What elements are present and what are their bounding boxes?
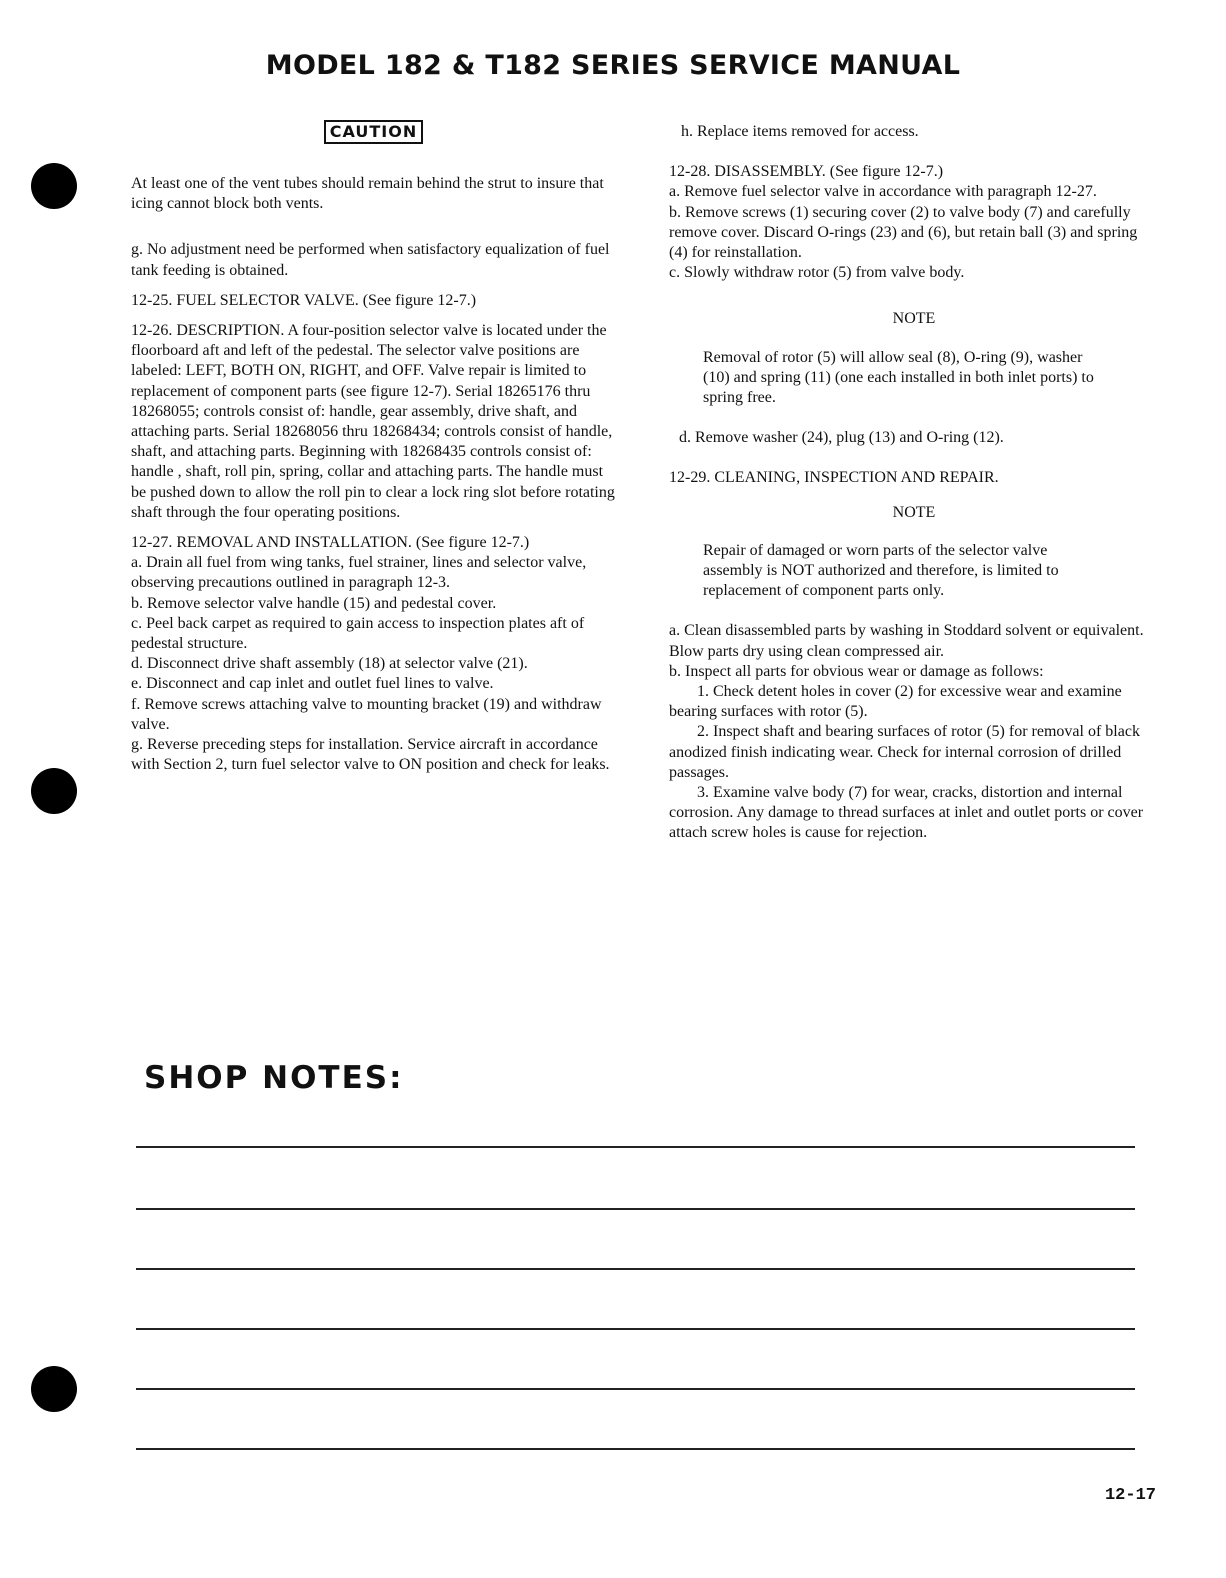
caution-text: At least one of the vent tubes should remain behind the strut to insure that icing cannot block both vents.: [131, 175, 604, 213]
page-header: MODEL 182 & T182 SERIES SERVICE MANUAL: [265, 50, 961, 81]
section-12-29-heading: 12-29. CLEANING, INSPECTION AND REPAIR.: [669, 469, 999, 487]
removal-step: f. Remove screws attaching valve to mounting bracket (19) and withdraw valve.: [131, 695, 602, 733]
inspection-substep: 3. Examine valve body (7) for wear, cracks, distortion and internal corrosion. Any damage to thread surfaces at inlet and outlet ports or cover attach screw holes is cause for rejection.: [669, 784, 1144, 842]
shop-notes-line: [136, 1388, 1135, 1390]
step-h-replace: h. Replace items removed for access.: [681, 123, 919, 140]
binder-hole: [31, 1366, 77, 1412]
removal-step: d. Disconnect drive shaft assembly (18) at selector valve (21).: [131, 655, 528, 673]
note-text: Removal of rotor (5) will allow seal (8), O-ring (9), washer (10) and spring (11) (one each installed in both inlet ports) to spring free.: [703, 348, 1094, 407]
shop-notes-line: [136, 1146, 1135, 1148]
note-heading: NOTE: [892, 503, 936, 521]
right-column: [669, 122, 1159, 844]
disassembly-step: b. Remove screws (1) securing cover (2) to valve body (7) and carefully remove cover. Discard O-rings (23) and (6), but retain ball (3) and spring (4) for reinstallation.: [669, 203, 1138, 262]
disassembly-step: a. Remove fuel selector valve in accordance with paragraph 12-27.: [669, 183, 1097, 201]
page-number: 12-17: [1104, 1486, 1156, 1505]
removal-step: g. Reverse preceding steps for installation. Service aircraft in accordance with Section 2, turn fuel selector valve to ON position and check for leaks.: [131, 736, 610, 774]
step-g-adjustment: g. No adjustment need be performed when satisfactory equalization of fuel tank feeding is obtained.: [131, 241, 610, 279]
caution-block: [131, 120, 616, 144]
section-12-26-description: 12-26. DESCRIPTION. A four-position selector valve is located under the floorboard aft and left of the pedestal. The selector valve positions are labeled: LEFT, BOTH ON, RIGHT, and OFF. Valve repair is limited to replacement of component parts (see figure 12-7). Serial 18265176 thru 18268055; controls consist of: handle, gear assembly, drive shaft, and attaching parts. Serial 18268056 thru 18268434; controls consist of handle, shaft, and attaching parts. Beginning with 18268435 controls consist of: handle , shaft, roll pin, spring, collar and attaching parts. The handle must be pushed down to allow the roll pin to clear a lock ring slot before rotating shaft through the four operating positions.: [131, 322, 615, 521]
removal-step: a. Drain all fuel from wing tanks, fuel strainer, lines and selector valve, observing precautions outlined in paragraph 12-3.: [131, 554, 587, 592]
binder-hole: [31, 163, 77, 209]
removal-step: b. Remove selector valve handle (15) and pedestal cover.: [131, 594, 497, 612]
cleaning-step: a. Clean disassembled parts by washing in Stoddard solvent or equivalent. Blow parts dry using clean compressed air.: [669, 622, 1144, 660]
removal-step: e. Disconnect and cap inlet and outlet fuel lines to valve.: [131, 675, 494, 693]
shop-notes-line: [136, 1268, 1135, 1270]
note-text: Repair of damaged or worn parts of the selector valve assembly is NOT authorized and therefore, is limited to replacement of component parts only.: [703, 541, 1059, 600]
section-12-27-heading: 12-27. REMOVAL AND INSTALLATION. (See figure 12-7.): [131, 534, 530, 552]
section-12-28-heading: 12-28. DISASSEMBLY. (See figure 12-7.): [669, 163, 944, 181]
shop-notes-line: [136, 1208, 1135, 1210]
disassembly-step-d: d. Remove washer (24), plug (13) and O-ring (12).: [679, 429, 1004, 447]
left-column: [131, 120, 616, 775]
shop-notes-line: [136, 1328, 1135, 1330]
shop-notes-line: [136, 1448, 1135, 1450]
inspection-substep: 1. Check detent holes in cover (2) for excessive wear and examine bearing surfaces with rotor (5).: [669, 683, 1122, 721]
section-12-25-heading: 12-25. FUEL SELECTOR VALVE. (See figure 12-7.): [131, 291, 477, 309]
disassembly-step: c. Slowly withdraw rotor (5) from valve body.: [669, 264, 965, 282]
inspection-substep: 2. Inspect shaft and bearing surfaces of rotor (5) for removal of black anodized finish indicating wear. Check for internal corrosion of drilled passages.: [669, 723, 1140, 781]
shop-notes-title: SHOP NOTES:: [144, 1060, 404, 1096]
removal-step: c. Peel back carpet as required to gain access to inspection plates aft of pedestal structure.: [131, 614, 585, 653]
caution-label: CAUTION: [324, 120, 423, 144]
binder-hole: [31, 768, 77, 814]
cleaning-step: b. Inspect all parts for obvious wear or damage as follows:: [669, 662, 1044, 680]
note-heading: NOTE: [892, 310, 936, 328]
